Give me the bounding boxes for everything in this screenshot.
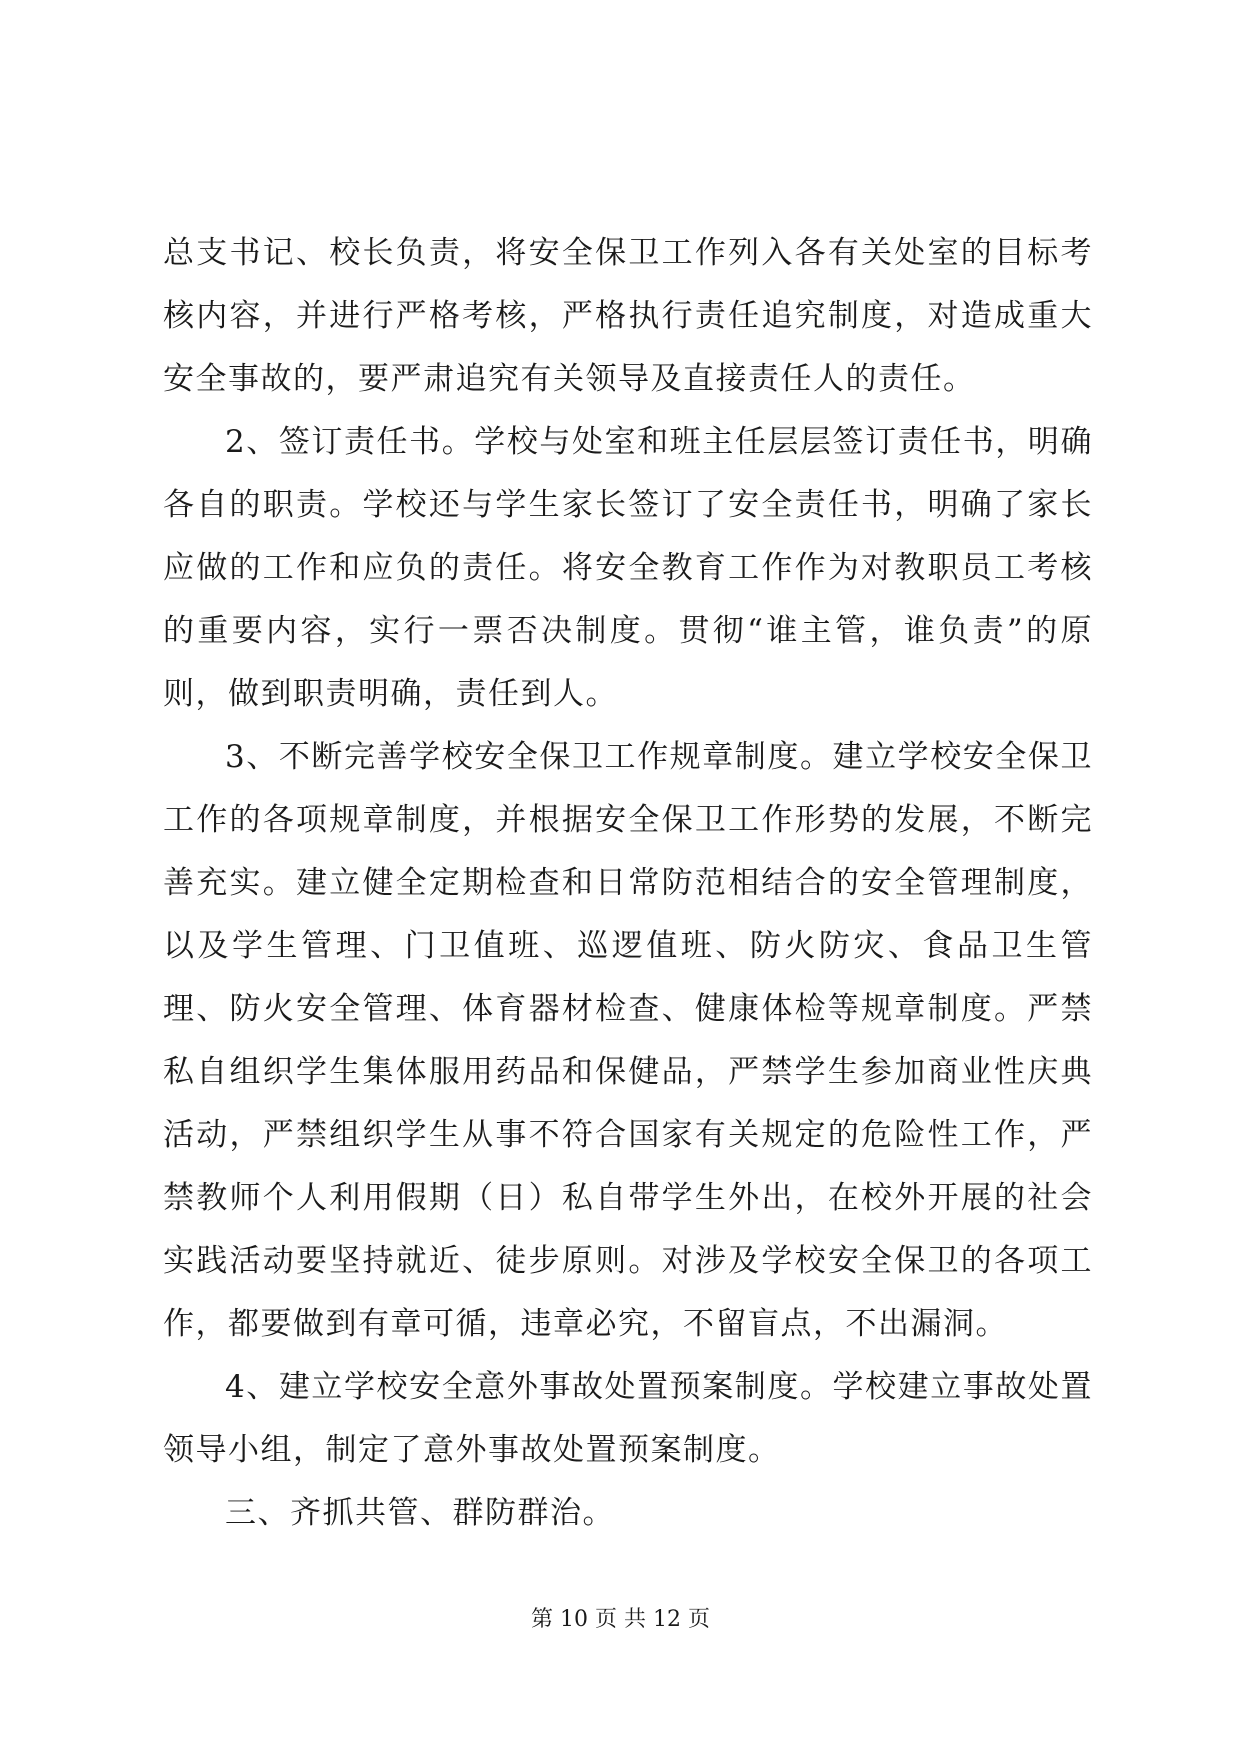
section-heading-joint-management: 三、齐抓共管、群防群治。 — [225, 1495, 615, 1531]
paragraph-emergency-plan: 4、建立学校安全意外事故处置预案制度。学校建立事故处置领导小组，制定了意外事故处置预案制度。 — [163, 1369, 1093, 1468]
paragraph-continuation: 总支书记、校长负责，将安全保卫工作列入各有关处室的目标考核内容，并进行严格考核，严格执行责任追究制度，对造成重大安全事故的，要严肃追究有关领导及直接责任人的责任。 — [163, 235, 1093, 397]
page-footer — [0, 1605, 1241, 1635]
paragraph-rules-system: 3、不断完善学校安全保卫工作规章制度。建立学校安全保卫工作的各项规章制度，并根据安全保卫工作形势的发展，不断完善充实。建立健全定期检查和日常防范相结合的安全管理制度，以及学生管理、门卫值班、巡逻值班、防火防灾、食品卫生管理、防火安全管理、体育器材检查、健康体检等规章制度。严禁私自组织学生集体服用药品和保健品，严禁学生参加商业性庆典活动，严禁组织学生从事不符合国家有关规定的危险性工作，严禁教师个人利用假期（日）私自带学生外出，在校外开展的社会实践活动要坚持就近、徒步原则。对涉及学校安全保卫的各项工作，都要做到有章可循，违章必究，不留盲点，不出漏洞。 — [163, 739, 1093, 1342]
paragraph-sign-responsibility: 2、签订责任书。学校与处室和班主任层层签订责任书，明确各自的职责。学校还与学生家长签订了安全责任书，明确了家长应做的工作和应负的责任。将安全教育工作作为对教职员工考核的重要内容，实行一票否决制度。贯彻“谁主管，谁负责”的原则，做到职责明确，责任到人。 — [163, 424, 1093, 712]
page-number: 第 10 页 共 12 页 — [531, 1607, 710, 1632]
document-body — [163, 222, 1093, 1545]
